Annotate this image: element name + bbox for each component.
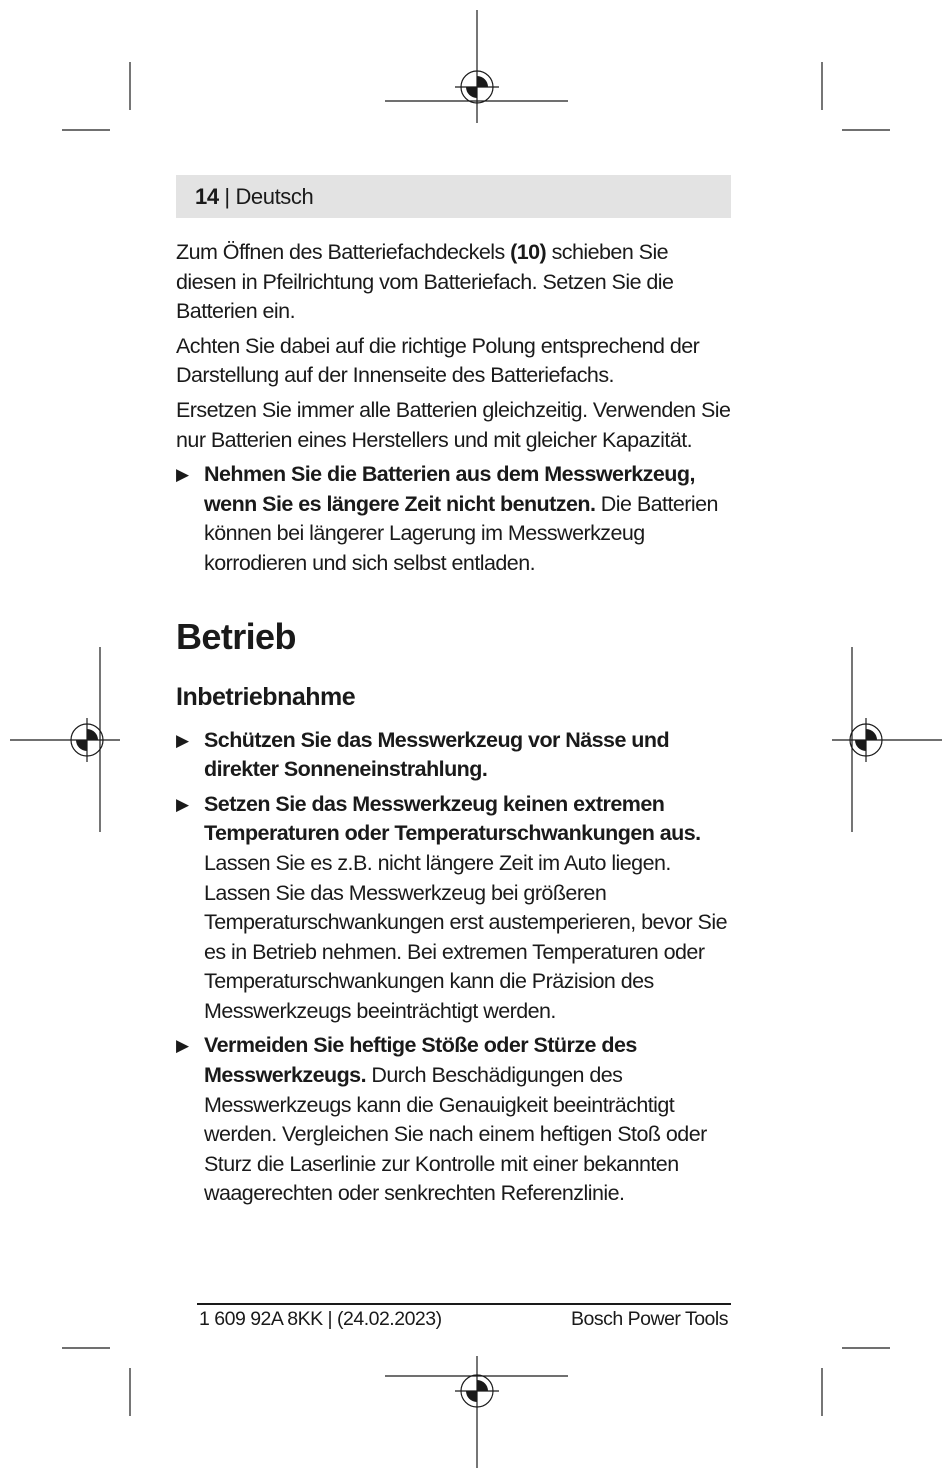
section-title: Betrieb	[176, 615, 296, 657]
header-separator: |	[224, 184, 230, 209]
bullet-heading: Setzen Sie das Messwerkzeug keinen extremen Temperaturen oder Temperaturschwankungen aus.	[204, 791, 701, 846]
bullet-remove-batteries	[176, 460, 731, 578]
paragraph-battery-cover	[176, 238, 731, 327]
bullet-heading: Nehmen Sie die Batterien aus dem Messwerkzeug, wenn Sie es längere Zeit nicht benutzen.	[204, 462, 695, 516]
footer-doc-code: 1 609 92A 8KK | (24.02.2023)	[199, 1308, 442, 1330]
bullet-text: Durch Beschädigungen des Messwerkzeugs kann die Genauigkeit beeinträchtigt werden. Vergleichen Sie nach einem heftigen Stoß oder Sturz die Laserlinie zur Kontrolle mit einer bekannten waagerechten oder senkrechten Referenzlinie.	[204, 1063, 707, 1206]
paragraph-replace-batteries: Ersetzen Sie immer alle Batterien gleichzeitig. Verwenden Sie nur Batterien eines Herstellers und mit gleicher Kapazität.	[176, 397, 731, 452]
page-header-bar	[176, 175, 731, 218]
bullet-heading: Vermeiden Sie heftige Stöße oder Stürze des Messwerkzeugs.	[204, 1033, 637, 1088]
bullet-arrow-icon: ▶	[176, 465, 189, 485]
header-language: Deutsch	[235, 184, 314, 209]
part-reference: (10)	[510, 240, 547, 264]
page-header	[195, 184, 313, 210]
page-number: 14	[195, 184, 219, 209]
bullet-arrow-icon: ▶	[176, 1036, 189, 1056]
page-content	[176, 238, 731, 1214]
paragraph-polarity: Achten Sie dabei auf die richtige Polung entsprechend der Darstellung auf der Innenseite des Batteriefachs.	[176, 333, 700, 388]
bullet-arrow-icon: ▶	[176, 794, 189, 814]
footer-brand: Bosch Power Tools	[571, 1308, 728, 1330]
text-span: Zum Öffnen des Batteriefachdeckels	[176, 240, 511, 264]
subsection-title: Inbetriebnahme	[176, 682, 356, 711]
footer-rule	[197, 1303, 731, 1305]
bullet-protect-moisture	[176, 726, 731, 785]
bullet-text: Die Batterien können bei längerer Lagerung im Messwerkzeug korrodieren und sich selbst entladen.	[204, 491, 718, 575]
bullet-heading: Schützen Sie das Messwerkzeug vor Nässe und direkter Sonneneinstrahlung.	[204, 727, 670, 782]
bullet-text: Lassen Sie es z.B. nicht längere Zeit im Auto liegen. Lassen Sie das Messwerkzeug bei größeren Temperaturschwankungen erst austemperieren, bevor Sie es in Betrieb nehmen. Bei extremen Temperaturen oder Temperaturschwankungen kann die Präzision des Messwerkzeugs beeinträchtigt werden.	[204, 850, 727, 1023]
bullet-temperature	[176, 790, 731, 1027]
text-span: schieben Sie diesen in Pfeilrichtung vom Batteriefach. Setzen Sie die Batterien ein.	[176, 240, 674, 324]
bullet-avoid-impacts	[176, 1031, 731, 1209]
bullet-arrow-icon: ▶	[176, 730, 189, 750]
